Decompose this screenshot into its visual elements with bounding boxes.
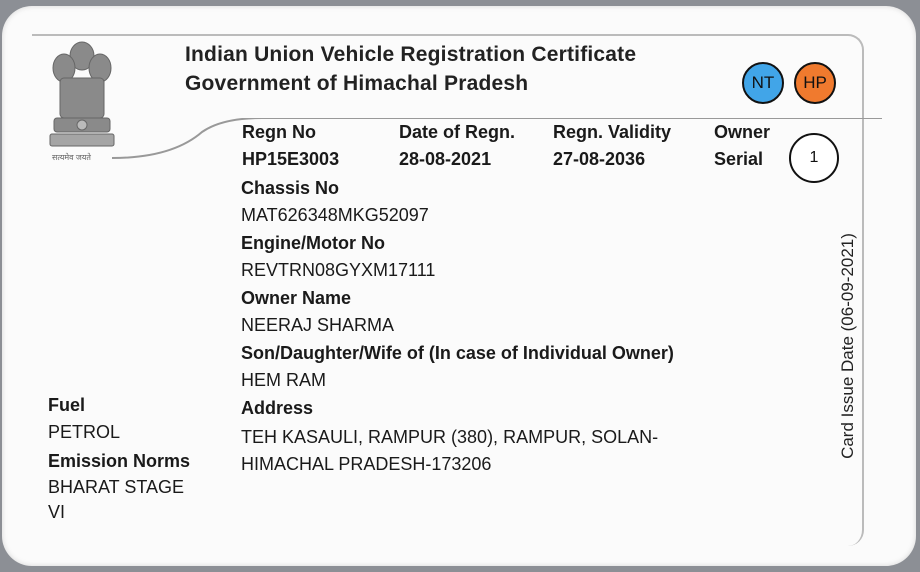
chassis-no-label: Chassis No [241,178,340,198]
regn-no-label: Regn No [242,122,316,142]
hp-badge: HP [794,62,836,104]
nt-badge: NT [742,62,784,104]
emission-norms-value-1: BHARAT STAGE [48,477,185,497]
owner-name-value: NEERAJ SHARMA [241,315,395,335]
card-title [185,40,636,98]
emission-norms-value-2: VI [48,502,66,522]
title-line-2: Government of Himachal Pradesh [185,72,529,95]
regn-validity-value: 27-08-2036 [553,149,646,169]
owner-serial-label-1: Owner [714,122,771,142]
emission-norms-label: Emission Norms [48,451,191,471]
fuel-label: Fuel [48,395,86,415]
ashoka-emblem-icon [42,34,122,154]
relation-value: HEM RAM [241,370,326,390]
engine-no-value: REVTRN08GYXM17111 [241,260,436,280]
owner-name-label: Owner Name [241,288,352,308]
regn-no-value: HP15E3003 [242,149,340,169]
address-label: Address [241,398,314,418]
regn-validity-label: Regn. Validity [553,122,672,142]
owner-serial-value: 1 [789,133,839,183]
title-line-1: Indian Union Vehicle Registration Certificate [185,43,637,66]
card-issue-date: Card Issue Date (06-09-2021) [838,233,857,459]
relation-label: Son/Daughter/Wife of (In case of Individual Owner) [241,343,674,363]
registration-card [2,6,916,566]
national-emblem [42,34,122,164]
date-of-regn-value: 28-08-2021 [399,149,492,169]
engine-no-label: Engine/Motor No [241,233,385,253]
fuel-value: PETROL [48,422,121,442]
owner-serial-label-2: Serial [714,149,764,169]
date-of-regn-label: Date of Regn. [399,122,516,142]
chassis-no-value: MAT626348MKG52097 [241,205,429,225]
address-line-1: TEH KASAULI, RAMPUR (380), RAMPUR, SOLAN- [241,427,659,447]
emblem-motto: सत्यमेव जयते [52,153,91,162]
address-line-2: HIMACHAL PRADESH-173206 [241,454,492,474]
